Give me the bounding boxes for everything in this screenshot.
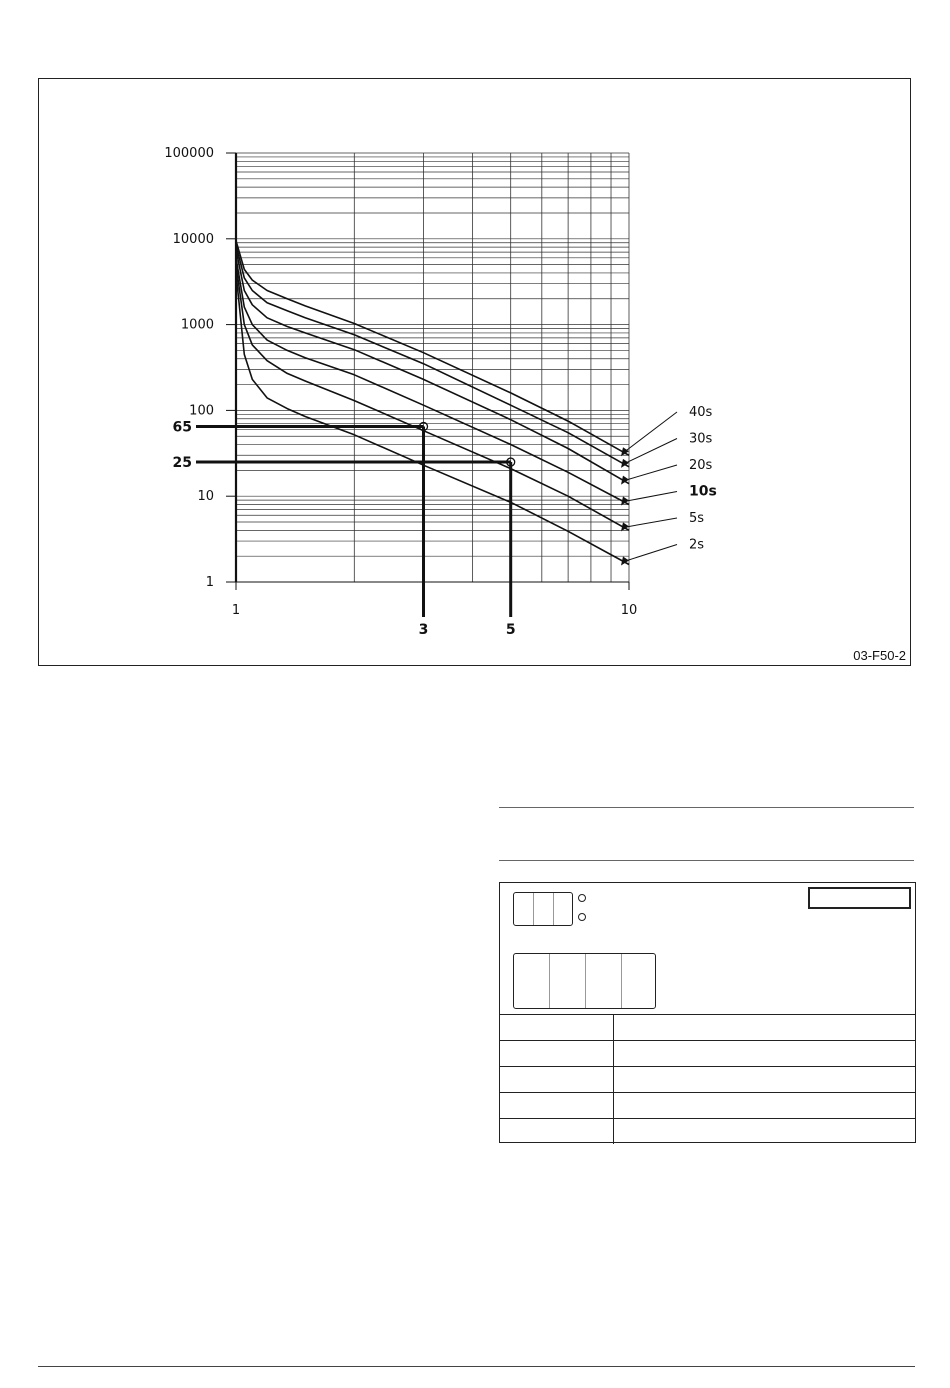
table-row: [500, 1119, 915, 1145]
series-label: 20s: [689, 458, 713, 473]
x-tick-label: 10: [620, 603, 638, 618]
footer-rule: [38, 1366, 915, 1367]
series-leader: [624, 492, 677, 502]
device-panel-diagram: [499, 882, 916, 1143]
series-label: 5s: [689, 511, 705, 526]
series-leader: [624, 412, 677, 452]
series-leader: [624, 545, 677, 562]
annotation-y-label: 65: [172, 419, 192, 436]
series-label: 30s: [689, 431, 713, 447]
display-cell: [585, 954, 586, 1008]
table-row: [500, 1015, 915, 1041]
series-line: [236, 265, 629, 531]
y-tick-label: 1000: [180, 317, 214, 333]
y-tick-label: 100000: [164, 146, 214, 161]
series-line: [236, 250, 629, 484]
display-cell: [553, 893, 554, 925]
led-indicator: [578, 894, 586, 902]
series-label: 10s: [689, 483, 717, 500]
annotation-y-label: 25: [172, 455, 192, 472]
x-tick-label: 1: [231, 603, 241, 618]
y-tick-label: 10000: [172, 231, 214, 247]
table-row: [500, 1067, 915, 1093]
large-display: [513, 953, 656, 1009]
annotation-x-label: 3: [418, 622, 429, 638]
annotation-x-label: 5: [505, 622, 516, 638]
parameter-table: [500, 1014, 915, 1144]
y-tick-label: 10: [197, 489, 214, 505]
table-row: [500, 1093, 915, 1119]
small-display: [513, 892, 573, 926]
display-cell: [621, 954, 622, 1008]
series-leader: [624, 518, 677, 527]
y-tick-label: 100: [189, 403, 214, 419]
display-cell: [533, 893, 534, 925]
series-label: 40s: [689, 405, 713, 420]
y-tick-label: 1: [205, 575, 214, 590]
section-rule-bottom: [499, 860, 914, 861]
display-cell: [549, 954, 550, 1008]
figure-code: 03-F50-2: [853, 648, 906, 663]
label-box: [808, 887, 911, 909]
section-rule-top: [499, 807, 914, 808]
trip-curve-chart: [39, 79, 912, 667]
series-leader: [624, 439, 677, 464]
led-indicator: [578, 913, 586, 921]
series-leader: [624, 465, 677, 481]
series-label: 2s: [689, 537, 705, 553]
series-line: [236, 245, 629, 467]
chart-frame: [38, 78, 911, 666]
table-row: [500, 1041, 915, 1067]
series-line: [236, 258, 629, 505]
